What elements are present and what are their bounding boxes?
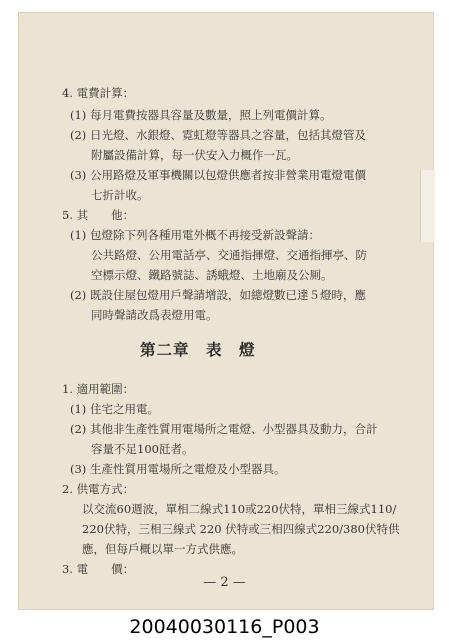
page-edge-tab xyxy=(420,170,435,242)
supply-text-2: 220伏特，三相三線式 220 伏特或三相四線式220/380伏特供 xyxy=(82,522,400,536)
item-5-1-cont2: 空標示燈、鐵路號誌、誘蛾燈、土地廟及公厠。 xyxy=(91,268,333,282)
item-5-2: (2) 既設住屋包燈用戶聲請增設，如總燈數已達５燈時，應 xyxy=(70,288,366,302)
document-page xyxy=(18,12,434,610)
supply-text-3: 應，但每戶概以單一方式供應。 xyxy=(82,542,243,556)
item-5-1: (1) 包燈除下列各種用電外概不再接受新設聲請： xyxy=(70,228,320,242)
item-4-3-cont: 七折計收。 xyxy=(91,188,149,202)
page-number: — 2 — xyxy=(203,575,246,590)
item-4-3: (3) 公用路燈及軍事機關以包燈供應者按非營業用電燈電價 xyxy=(70,168,366,182)
supply-text-1: 以交流60週波，單相二線式110或220伏特，單相三線式110/ xyxy=(82,502,397,516)
heading-price: 3. 電 價： xyxy=(62,562,135,576)
heading-electricity-fee: 4. 電費計算： xyxy=(62,86,135,100)
heading-scope: 1. 適用範圍： xyxy=(62,382,135,396)
heading-other: 5. 其 他： xyxy=(62,208,135,222)
item-1-2: (2) 其他非生產性質用電場所之電燈、小型器具及動力，合計 xyxy=(70,422,378,436)
item-1-2-cont: 容量不足100瓩者。 xyxy=(91,442,194,456)
chapter-title: 第二章 表 燈 xyxy=(140,340,256,359)
item-4-2: (2) 日光燈、水銀燈、霓虹燈等器具之容量，包括其燈管及 xyxy=(70,128,366,142)
image-label: 20040030116_P003 xyxy=(129,616,320,638)
item-1-1: (1) 住宅之用電。 xyxy=(70,402,159,416)
heading-supply-method: 2. 供電方式： xyxy=(62,482,135,496)
item-5-2-cont: 同時聲請改爲表燈用電。 xyxy=(91,308,218,322)
item-4-1: (1) 每月電費按器具容量及數量，照上列電價計算。 xyxy=(70,108,332,122)
item-4-2-cont: 附屬設備計算，每一伏安入力概作一瓦。 xyxy=(91,148,298,162)
item-1-3: (3) 生產性質用電場所之電燈及小型器具。 xyxy=(70,462,286,476)
item-5-1-cont1: 公共路燈、公用電話亭、交通指揮燈、交通指揮亭、防 xyxy=(91,248,367,262)
